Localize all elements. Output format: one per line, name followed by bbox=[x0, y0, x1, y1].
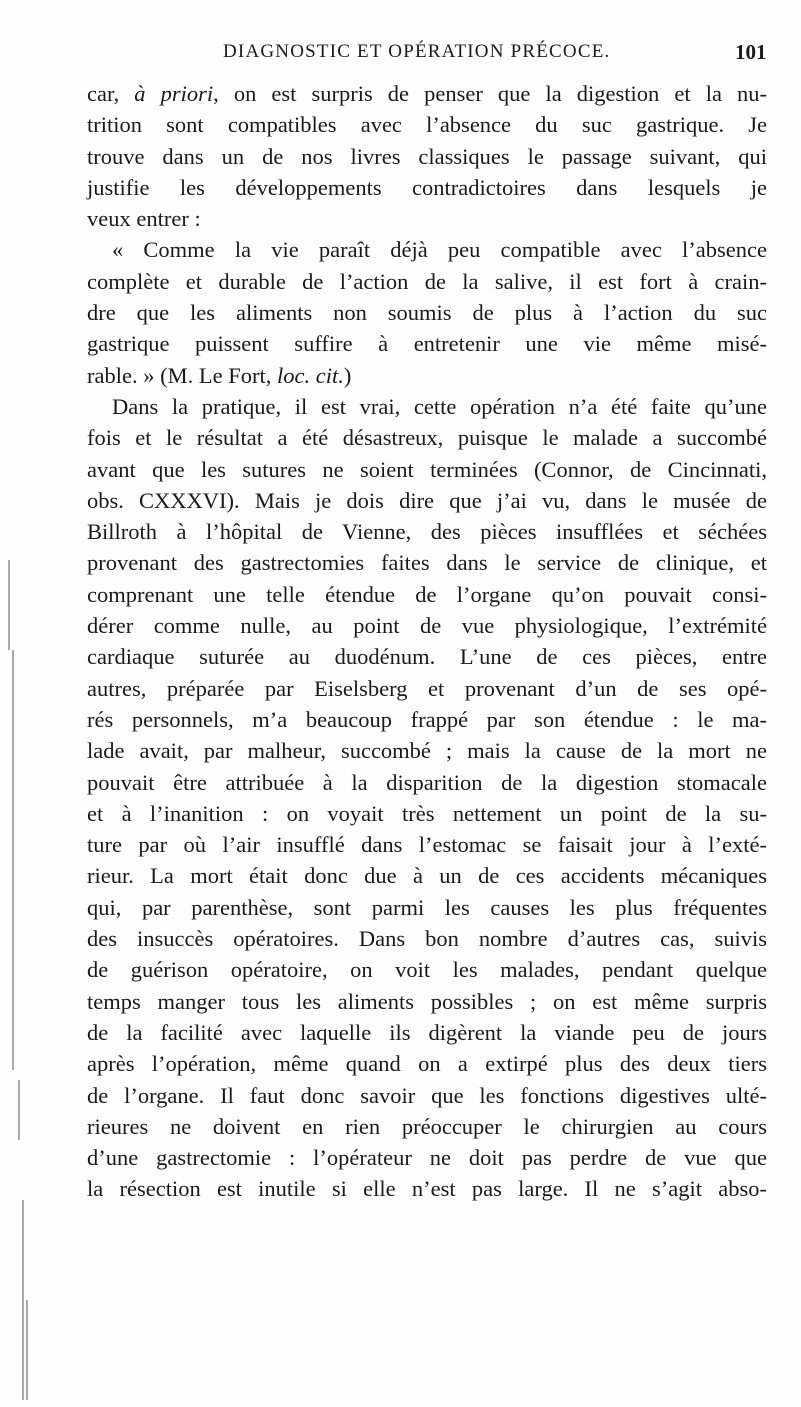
text-line bbox=[87, 829, 767, 860]
text-line bbox=[87, 516, 767, 547]
text-run: qui, par parenthèse, sont parmi les causes les plus fréquentes bbox=[87, 894, 767, 920]
text-line bbox=[87, 704, 767, 735]
text-line bbox=[87, 986, 767, 1017]
text-run: rieur. La mort était donc due à un de ces accidents mécaniques bbox=[87, 863, 767, 889]
text-line bbox=[87, 641, 767, 672]
text-run: rable. » (M. Le Fort, bbox=[87, 362, 277, 388]
binding-mark bbox=[18, 1080, 20, 1140]
text-line bbox=[87, 266, 767, 297]
binding-mark bbox=[22, 1200, 24, 1400]
text-line bbox=[87, 579, 767, 610]
text-run: de l’organe. Il faut donc savoir que les fonctions digestives ulté- bbox=[87, 1082, 767, 1108]
text-run: d’une gastrectomie : l’opérateur ne doit pas perdre de vue que bbox=[87, 1145, 767, 1171]
text-run: de guérison opératoire, on voit les malades, pendant quelque bbox=[87, 957, 767, 983]
text-line bbox=[87, 391, 767, 422]
text-line bbox=[87, 1048, 767, 1079]
text-line bbox=[87, 923, 767, 954]
text-line bbox=[87, 234, 767, 265]
text-line bbox=[87, 1017, 767, 1048]
text-run: et à l’inanition : on voyait très nettement un point de la su- bbox=[87, 800, 767, 826]
text-line bbox=[87, 610, 767, 641]
text-run: , on est surpris de penser que la digestion et la nu- bbox=[213, 81, 767, 106]
text-run: complète et durable de l’action de la salive, il est fort à crain- bbox=[87, 268, 767, 294]
running-title: DIAGNOSTIC ET OPÉRATION PRÉCOCE. bbox=[223, 41, 611, 62]
text-line bbox=[87, 78, 767, 109]
text-line bbox=[87, 297, 767, 328]
text-line bbox=[87, 1142, 767, 1173]
text-run: gastrique puissent suffire à entretenir une vie même misé- bbox=[87, 331, 767, 357]
text-line bbox=[87, 892, 767, 923]
text-run: provenant des gastrectomies faites dans le service de clinique, et bbox=[87, 550, 767, 576]
text-line bbox=[87, 454, 767, 485]
text-run: cardiaque suturée au duodénum. L’une de ces pièces, entre bbox=[87, 644, 767, 670]
text-line bbox=[87, 547, 767, 578]
text-run: Billroth à l’hôpital de Vienne, des pièces insufflées et séchées bbox=[87, 519, 767, 545]
binding-mark bbox=[26, 1300, 28, 1400]
text-run: la résection est inutile si elle n’est pas large. Il ne s’agit abso- bbox=[87, 1176, 767, 1202]
text-run: trition sont compatibles avec l’absence du suc gastrique. Je bbox=[87, 112, 767, 138]
text-line bbox=[87, 203, 767, 234]
text-run: trouve dans un de nos livres classiques le passage suivant, qui bbox=[87, 143, 767, 169]
text-run: de la facilité avec laquelle ils digèrent la viande peu de jours bbox=[87, 1019, 767, 1045]
text-run: pouvait être attribuée à la disparition de la digestion stomacale bbox=[87, 769, 767, 795]
text-line bbox=[87, 860, 767, 891]
text-line bbox=[87, 735, 767, 766]
text-run: dre que les aliments non soumis de plus à l’action du suc bbox=[87, 300, 767, 326]
text-run: ) bbox=[343, 362, 352, 388]
text-line bbox=[87, 109, 767, 140]
binding-mark bbox=[12, 650, 14, 1070]
text-run: dérer comme nulle, au point de vue physiologique, l’extrémité bbox=[87, 613, 767, 639]
text-run: car, bbox=[87, 81, 135, 106]
text-run: autres, préparée par Eiselsberg et provenant d’un de ses opé- bbox=[87, 675, 767, 701]
text-run: avant que les sutures ne soient terminées (Connor, de Cincinnati, bbox=[87, 456, 767, 482]
text-run: ture par où l’air insufflé dans l’estomac se faisait jour à l’exté- bbox=[87, 832, 767, 858]
text-line bbox=[87, 360, 767, 391]
text-line bbox=[87, 485, 767, 516]
text-run: fois et le résultat a été désastreux, puisque le malade a succombé bbox=[87, 425, 767, 451]
text-line bbox=[87, 673, 767, 704]
text-run: des insuccès opératoires. Dans bon nombre d’autres cas, suivis bbox=[87, 926, 767, 952]
text-line bbox=[87, 1080, 767, 1111]
italic-text: loc. cit. bbox=[276, 362, 344, 388]
running-head bbox=[0, 32, 801, 72]
text-run: obs. CXXXVI). Mais je dois dire que j’ai vu, dans le musée de bbox=[87, 487, 767, 513]
text-line bbox=[87, 1173, 767, 1204]
body-text bbox=[87, 78, 767, 1205]
text-line bbox=[87, 328, 767, 359]
text-run: rieures ne doivent en rien préoccuper le chirurgien au cours bbox=[87, 1113, 767, 1139]
page-number: 101 bbox=[735, 40, 767, 64]
text-run: comprenant une telle étendue de l’organe qu’on pouvait consi- bbox=[87, 581, 767, 607]
text-run: rés personnels, m’a beaucoup frappé par son étendue : le ma- bbox=[87, 706, 767, 732]
text-run: justifie les développements contradictoires dans lesquels je bbox=[87, 174, 767, 200]
text-line bbox=[87, 141, 767, 172]
text-line bbox=[87, 767, 767, 798]
text-run: temps manger tous les aliments possibles ; on est même surpris bbox=[87, 988, 767, 1014]
text-run: « Comme la vie paraît déjà peu compatible avec l’absence bbox=[112, 237, 767, 263]
text-run: veux entrer : bbox=[87, 206, 201, 232]
text-line bbox=[87, 422, 767, 453]
binding-mark bbox=[8, 560, 10, 650]
text-line bbox=[87, 798, 767, 829]
italic-text: à priori bbox=[134, 81, 214, 106]
text-line bbox=[87, 172, 767, 203]
text-line bbox=[87, 954, 767, 985]
text-run: après l’opération, même quand on a extirpé plus des deux tiers bbox=[87, 1051, 767, 1077]
text-run: lade avait, par malheur, succombé ; mais la cause de la mort ne bbox=[87, 738, 767, 764]
text-line bbox=[87, 1111, 767, 1142]
text-run: Dans la pratique, il est vrai, cette opération n’a été faite qu’une bbox=[112, 393, 767, 419]
